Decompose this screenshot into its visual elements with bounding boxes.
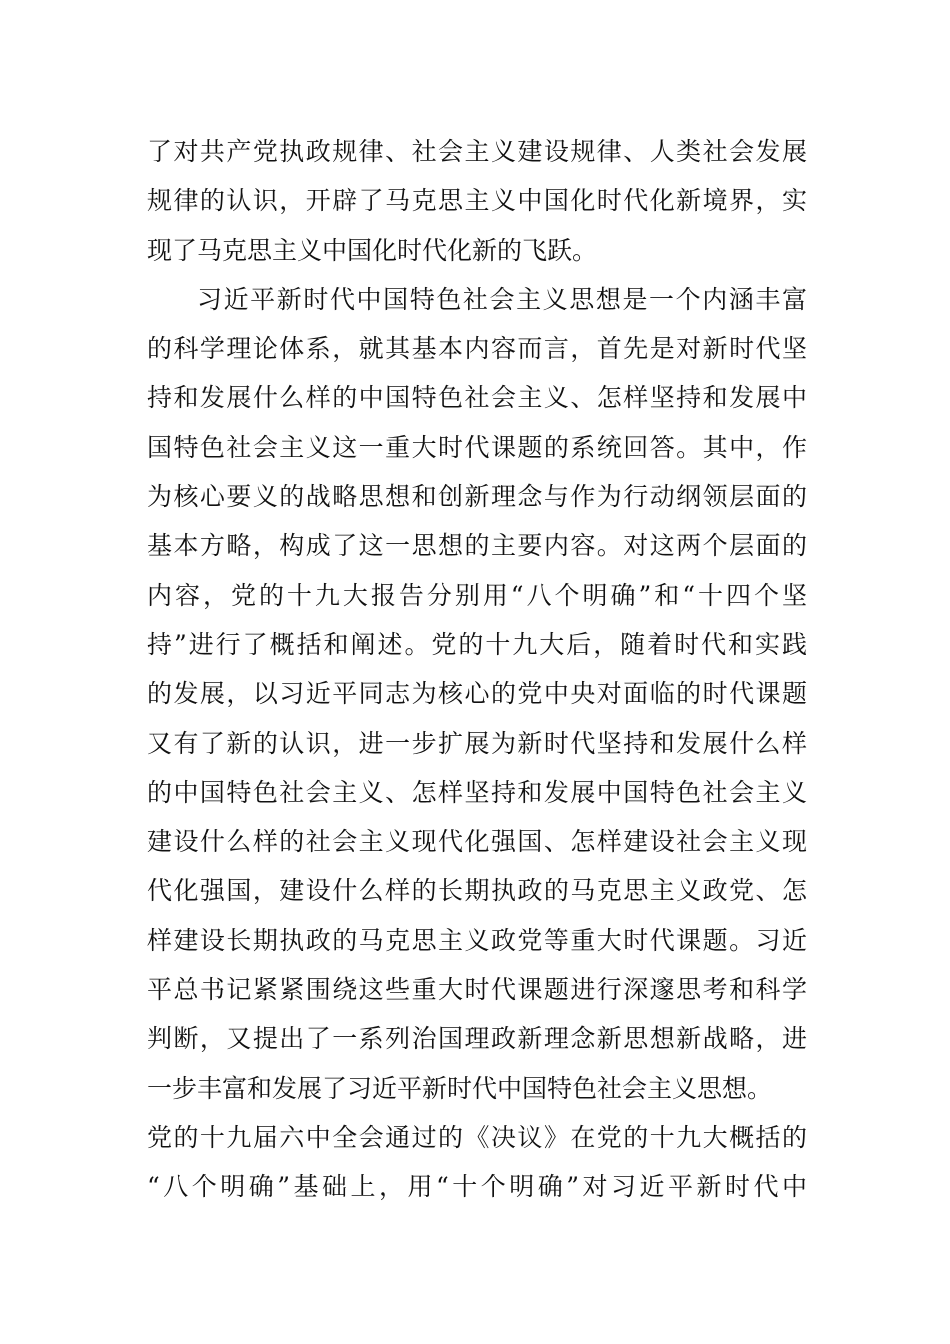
document-body (147, 127, 807, 1212)
text-line-1: 了对共产党执政规律、社会主义建设规律、人类社会发展 (147, 137, 807, 166)
text-line-10: 内容，党的十九大报告分别用“八个明确”和“十四个坚 (147, 580, 807, 610)
text-line-3: 现了马克思主义中国化时代化新的飞跃。 (147, 235, 598, 265)
text-line-13: 又有了新的认识，进一步扩展为新时代坚持和发展什么样 (147, 728, 807, 758)
text-line-8: 为核心要义的战略思想和创新理念与作为行动纲领层面的 (147, 482, 807, 512)
text-line-14: 的中国特色社会主义、怎样坚持和发展中国特色社会主义 (147, 777, 807, 807)
text-line-16: 代化强国，建设什么样的长期执政的马克思主义政党、怎 (147, 876, 807, 906)
text-line-12: 的发展，以习近平同志为核心的党中央对面临的时代课题 (147, 679, 807, 709)
text-line-9: 基本方略，构成了这一思想的主要内容。对这两个层面的 (147, 531, 807, 561)
text-line-5: 的科学理论体系，就其基本内容而言，首先是对新时代坚 (147, 334, 807, 364)
text-line-15: 建设什么样的社会主义现代化强国、怎样建设社会主义现 (147, 827, 807, 857)
paragraph-first-line: 习近平新时代中国特色社会主义思想是一个内涵丰富 (197, 284, 807, 314)
text-line-11: 持”进行了概括和阐述。党的十九大后，随着时代和实践 (147, 629, 807, 659)
text-line-17: 样建设长期执政的马克思主义政党等重大时代课题。习近 (147, 925, 807, 955)
text-line-18: 平总书记紧紧围绕这些重大时代课题进行深邃思考和科学 (147, 975, 807, 1005)
text-line-6: 持和发展什么样的中国特色社会主义、怎样坚持和发展中 (147, 383, 807, 413)
text-line-22: “八个明确”基础上，用“十个明确”对习近平新时代中 (147, 1172, 807, 1202)
text-line-7: 国特色社会主义这一重大时代课题的系统回答。其中，作 (147, 432, 807, 462)
text-line-2: 规律的认识，开辟了马克思主义中国化时代化新境界，实 (147, 186, 807, 216)
text-line-20: 一步丰富和发展了习近平新时代中国特色社会主义思想。 (147, 1073, 773, 1103)
text-line-19: 判断，又提出了一系列治国理政新理念新思想新战略，进 (147, 1024, 807, 1054)
text-line-21: 党的十九届六中全会通过的《决议》在党的十九大概括的 (147, 1122, 807, 1152)
